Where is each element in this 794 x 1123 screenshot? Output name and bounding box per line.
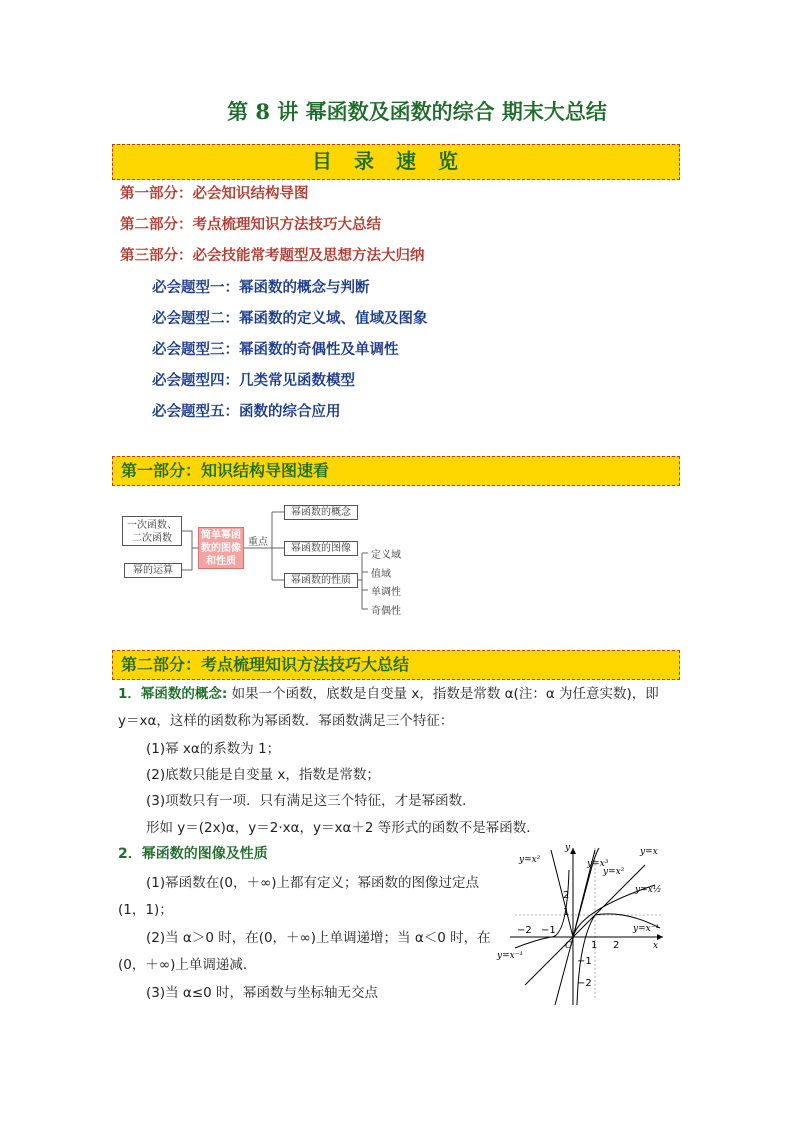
- toc-part-3[interactable]: 第三部分：必会技能常考题型及思想方法大归纳: [120, 248, 425, 264]
- graph-tick-x-1: 1: [591, 940, 598, 951]
- graph-tick-x-neg2: −2: [517, 925, 532, 936]
- graph-label-inverse-left: y=x⁻¹: [497, 951, 524, 961]
- concept-item-2: (2)底数只能是自变量 x，指数是常数；: [146, 767, 380, 783]
- graph-item-1: (1)幂函数在(0，＋∞)上都有定义；幂函数的图像过定点: [146, 875, 479, 891]
- concept-item-4: 形如 y＝(2x)α，y＝2·xα，y＝xα＋2 等形式的函数不是幂函数．: [146, 820, 540, 836]
- mindmap-branch-graph: 幂函数的图像: [284, 541, 358, 556]
- mindmap-leaf-parity: 奇偶性: [371, 606, 401, 617]
- toc-heading: 目录速览: [112, 144, 680, 180]
- toc-type-3[interactable]: 必会题型三：幂函数的奇偶性及单调性: [152, 342, 399, 358]
- graph-tick-y-2: 2: [563, 890, 570, 901]
- graph-label-x3: y=x³: [587, 859, 609, 869]
- graph-label-inverse-right: y=x⁻¹: [633, 924, 660, 934]
- concept-line-2: y＝xα，这样的函数称为幂函数．幂函数满足三个特征：: [118, 713, 454, 729]
- graph-item-1b: (1，1)；: [118, 902, 173, 918]
- graph-label-x: y=x: [640, 847, 658, 857]
- toc-type-4[interactable]: 必会题型四：几类常见函数模型: [152, 373, 355, 389]
- mindmap-center: 简单幂函数的图像和性质: [198, 527, 244, 569]
- graph-section-heading: 2．幂函数的图像及性质: [118, 846, 268, 862]
- concept-item-3: (3)项数只有一项．只有满足这三个特征，才是幂函数．: [146, 793, 476, 809]
- toc-type-1[interactable]: 必会题型一：幂函数的概念与判断: [152, 280, 370, 296]
- page-title: 第 8 讲 幂函数及函数的综合 期末大总结: [227, 99, 607, 124]
- graph-item-2b: (0，＋∞)上单调递减．: [118, 957, 257, 973]
- mindmap-leaf-range: 值域: [371, 569, 391, 580]
- graph-origin: O: [565, 941, 573, 951]
- graph-label-sqrt: y=x½: [635, 885, 662, 895]
- toc-type-2[interactable]: 必会题型二：幂函数的定义域、值域及图象: [152, 311, 428, 327]
- graph-tick-y-neg1: −1: [577, 956, 592, 967]
- toc-type-5[interactable]: 必会题型五：函数的综合应用: [152, 404, 341, 420]
- graph-axis-x: x: [653, 941, 659, 951]
- graph-tick-x-neg1: −1: [541, 925, 556, 936]
- mindmap-input-powers: 幂的运算: [124, 563, 182, 578]
- mindmap-leaf-monotonic: 单调性: [371, 587, 401, 598]
- toc-part-2[interactable]: 第二部分：考点梳理知识方法技巧大总结: [120, 217, 381, 233]
- graph-tick-y-neg2: −2: [577, 978, 592, 989]
- mindmap-branch-property: 幂函数的性质: [284, 573, 358, 588]
- concept-label: 1．幂函数的概念:: [118, 686, 228, 702]
- part2-heading: 第二部分：考点梳理知识方法技巧大总结: [112, 650, 680, 680]
- mindmap-branch-concept: 幂函数的概念: [284, 505, 358, 520]
- concept-text-1: 如果一个函数，底数是自变量 x，指数是常数 α(注：α 为任意实数)，即: [227, 686, 659, 702]
- concept-item-1: (1)幂 xα的系数为 1；: [146, 741, 281, 757]
- graph-tick-x-2: 2: [613, 940, 620, 951]
- mindmap-input-functions: 一次函数、二次函数: [122, 516, 182, 546]
- graph-label-x2-left: y=x²: [519, 855, 541, 865]
- graph-label-x2-right: y=x²: [603, 867, 625, 877]
- mindmap-leaf-domain: 定义域: [371, 550, 401, 561]
- mindmap-key-label: 重点: [248, 537, 268, 548]
- part1-heading: 第一部分：知识结构导图速看: [112, 456, 680, 486]
- graph-item-2: (2)当 α＞0 时，在(0，＋∞)上单调递增；当 α＜0 时，在: [146, 930, 491, 946]
- concept-line-1: [118, 682, 659, 702]
- graph-item-3: (3)当 α≤0 时，幂函数与坐标轴无交点: [146, 985, 379, 1001]
- power-function-graph: [495, 840, 675, 1010]
- graph-axis-y: y: [565, 843, 571, 853]
- graph-tick-y-1: 1: [563, 907, 570, 918]
- toc-part-1[interactable]: 第一部分：必会知识结构导图: [120, 186, 309, 202]
